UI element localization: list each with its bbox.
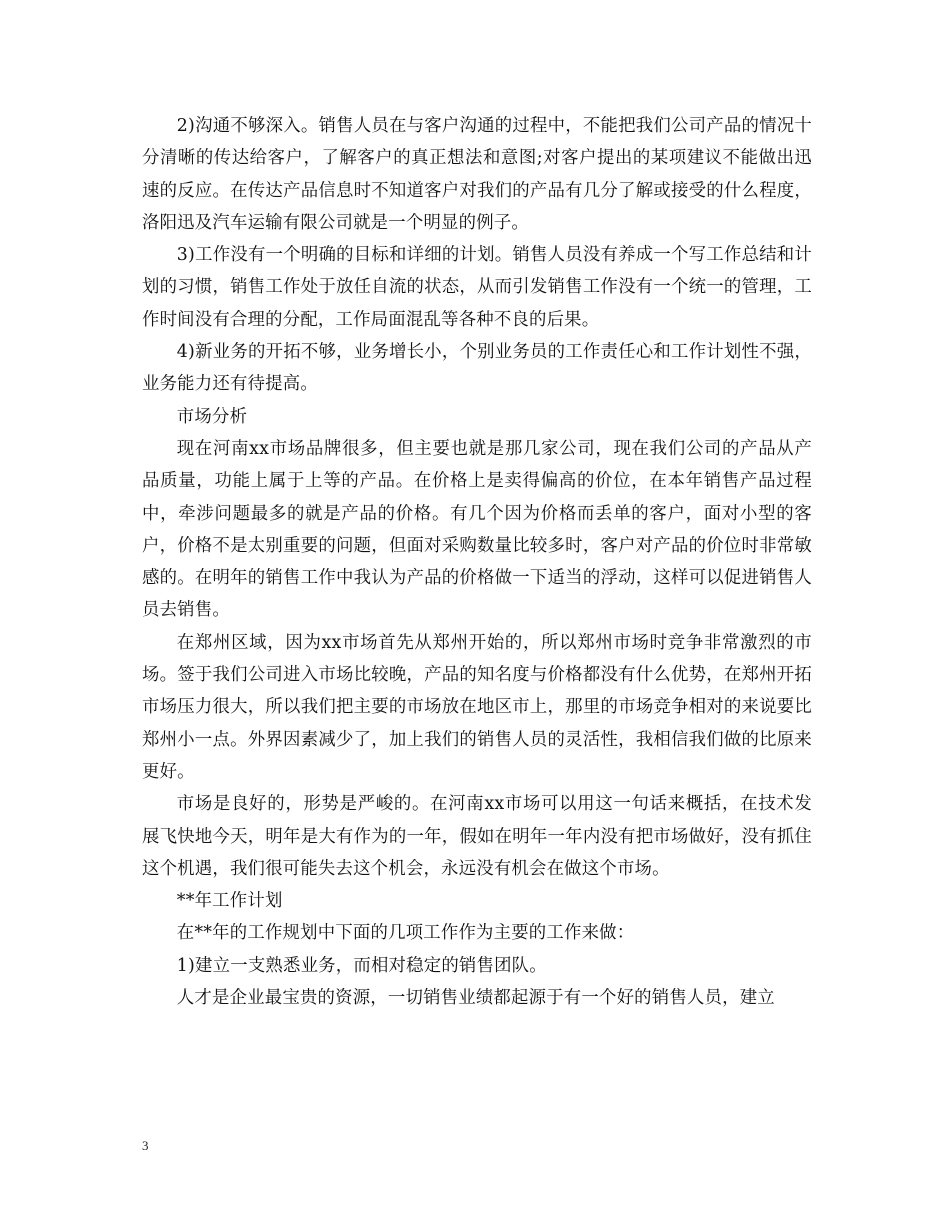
paragraph-new-business: 4)新业务的开拓不够，业务增长小，个别业务员的工作责任心和工作计划性不强，业务能力还有待提高。: [142, 342, 812, 395]
paragraph-planning: 3)工作没有一个明确的目标和详细的计划。销售人员没有养成一个写工作总结和计划的习惯，销售工作处于放任自流的状态，从而引发销售工作没有一个统一的管理，工作时间没有合理的分配，工作局面混乱等各种不良的后果。: [142, 245, 812, 330]
heading-work-plan: **年工作计划: [176, 891, 283, 912]
heading-market-analysis: 市场分析: [176, 406, 248, 427]
paragraph-communication: 2)沟通不够深入。销售人员在与客户沟通的过程中，不能把我们公司产品的情况十分清晰的传达给客户，了解客户的真正想法和意图;对客户提出的某项建议不能做出迅速的反应。在传达产品信息时不知道客户对我们的产品有几分了解或接受的什么程度，洛阳迅及汽车运输有限公司就是一个明显的例子。: [142, 116, 812, 233]
paragraph-market-outlook: 市场是良好的，形势是严峻的。在河南xx市场可以用这一句话来概括，在技术发展飞快地今天，明年是大有作为的一年，假如在明年一年内没有把市场做好，没有抓住这个机遇，我们很可能失去这个机会，永远没有机会在做这个市场。: [142, 794, 812, 879]
paragraph-zhengzhou: 在郑州区域，因为xx市场首先从郑州开始的，所以郑州市场时竞争非常激烈的市场。签于我们公司进入市场比较晚，产品的知名度与价格都没有什么优势，在郑州开拓市场压力很大，所以我们把主要的市场放在地区市上，那里的市场竞争相对的来说要比郑州小一点。外界因素减少了，加上我们的销售人员的灵活性，我相信我们做的比原来更好。: [142, 632, 812, 782]
paragraph-plan-intro: 在**年的工作规划中下面的几项工作作为主要的工作来做：: [176, 923, 635, 944]
page-number: 3: [142, 1138, 149, 1153]
paragraph-market-brands: 现在河南xx市场品牌很多，但主要也就是那几家公司，现在我们公司的产品从产品质量，功能上属于上等的产品。在价格上是卖得偏高的价位，在本年销售产品过程中，牵涉问题最多的就是产品的价格。有几个因为价格而丢单的客户，面对小型的客户，价格不是太别重要的问题，但面对采购数量比较多时，客户对产品的价位时非常敏感的。在明年的销售工作中我认为产品的价格做一下适当的浮动，这样可以促进销售人员去销售。: [142, 438, 812, 621]
paragraph-plan-item-1: 1)建立一支熟悉业务，而相对稳定的销售团队。: [176, 955, 547, 976]
paragraph-talent: 人才是企业最宝贵的资源，一切销售业绩都起源于有一个好的销售人员，建立: [176, 988, 775, 1009]
document-body: [142, 110, 812, 1014]
